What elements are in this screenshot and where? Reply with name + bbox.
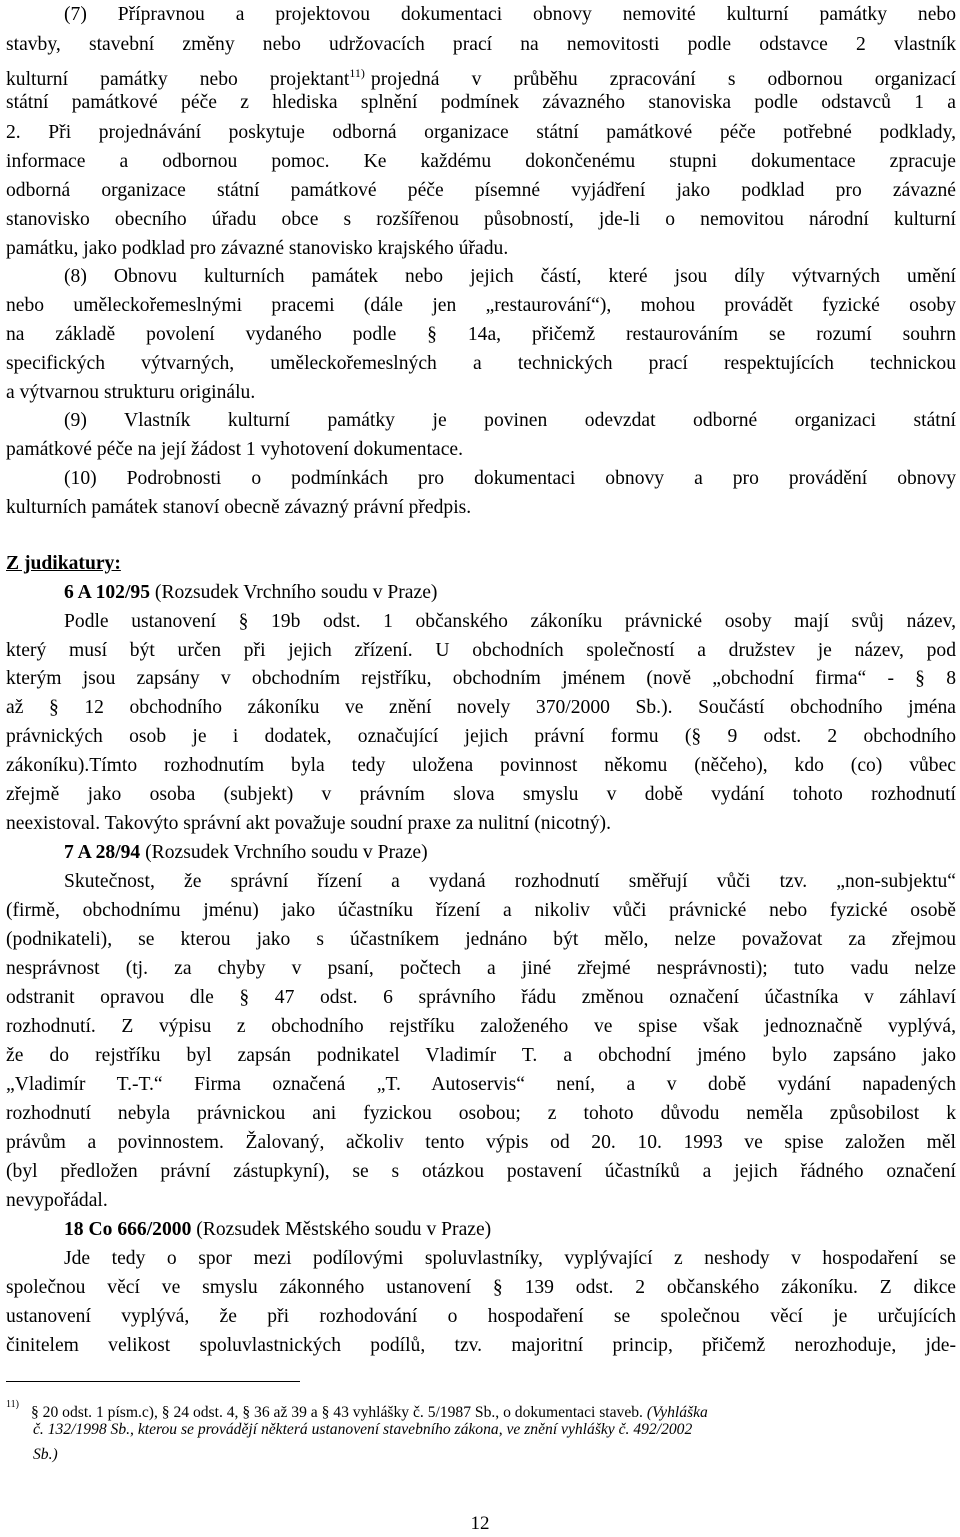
text-line: nesprávnost (tj. za chyby v psaní, počtech a jiné zřejmé nesprávnosti); tuto vadu nelze [6,958,956,979]
page-number: 12 [470,1513,490,1534]
text-line: právům a povinnostem. Žalovaný, ačkoliv tento výpis od 20. 10. 1993 ve spise založen měl [6,1132,956,1153]
text-line: (9) Vlastník kulturní památky je povinen odevzdat odborné organizaci státní [64,410,956,431]
footnote-italic: Sb.) [33,1446,58,1463]
text-line: informace a odbornou pomoc. Ke každému dokončenému stupni dokumentace zpracuje [6,151,956,172]
text-line: který musí být určen při jejich zřízení. U obchodních společností a družstev je název, pod [6,640,956,661]
text-line: státní památkové péče z hlediska splnění podmínek závazného stanoviska podle odstavců 1 a [6,92,956,113]
case-number: 18 Co 666/2000 [64,1219,192,1240]
text-line: společnou věcí ve smyslu zákonného ustanovení § 139 odst. 2 občanského zákoníku. Z dikce [6,1277,956,1298]
section-heading [6,549,956,579]
text-line: Jde tedy o spor mezi podílovými spoluvlastníky, vyplývající z neshody v hospodaření se [64,1248,956,1269]
text-line: (10) Podrobnosti o podmínkách pro dokumentaci obnovy a pro provádění obnovy [64,468,956,489]
text-line: stanovisko obecního úřadu obce s rozšířenou působností, jde-li o nemovitou národní kulturní [6,209,956,230]
text-line: kulturních památek stanoví obecně závazný právní předpis. [6,497,472,518]
text-line: na základě povolení vydaného podle § 14a, přičemž restaurováním se rozumí souhrn [6,324,956,345]
text-line: právnických osob je i dodatek, označující jejich právní formu (§ 9 odst. 2 obchodního [6,726,956,747]
footnote-line [33,1442,958,1467]
case-number: 7 A 28/94 [64,842,141,863]
text-line: nevypořádal. [6,1190,108,1211]
text-line: Podle ustanovení § 19b odst. 1 občanského zákoníku právnické osoby mají svůj název, [64,611,956,632]
text-line: (firmě, obchodnímu jménu) jako účastníku řízení a nikoliv vůči právnické nebo fyzické osobě [6,900,956,921]
text-line: až § 12 obchodního zákoníku ve znění novely 370/2000 Sb.). Součástí obchodního jména [6,697,956,718]
footnote-reference: 11) [349,66,365,80]
text-line: Skutečnost, že správní řízení a vydaná rozhodnutí směřují vůči tzv. „non-subjektu“ [64,871,956,892]
text-line: a výtvarnou strukturu originálu. [6,382,256,403]
text-line: ustanovení vyplývá, že při rozhodování o hospodaření se společnou věcí je určujících [6,1306,956,1327]
text-line: (podnikateli), se kterou jako s účastníkem jednáno být mělo, nelze považovat za zřejmou [6,929,956,950]
text-line: „Vladimír T.-T.“ Firma označená „T. Autoservis“ není, a v době vydání napadených [6,1074,956,1095]
text-line: neexistoval. Takovýto správní akt považuje soudní praxe za nulitní (nicotný). [6,813,611,834]
case-heading [64,578,956,608]
text-line: odborná organizace státní památkové péče písemné vyjádření jako podklad pro závazné [6,180,956,201]
text-line: zřejmě jako osoba (subjekt) v právním slova smyslu v době vydání tohoto rozhodnutí [6,784,956,805]
text-line: (7) Přípravnou a projektovou dokumentaci obnovy nemovité kulturní památky nebo [64,4,956,25]
text-segment: kulturní památky nebo projektant [6,69,350,90]
text-line: (byl předložen právní zástupkyní), se s otázkou postavení účastníků a jejich řádného označení [6,1161,956,1182]
footnote-italic: (Vyhláška [646,1404,708,1421]
text-line: rozhodnutí. Z výpisu z obchodního rejstříku založeného ve spise však jednoznačně vyplývá, [6,1016,956,1037]
text-line: stavby, stavební změny nebo udržovacích prací na nemovitosti podle odstavce 2 vlastník [6,34,956,55]
case-heading [64,838,956,868]
text-line: památkové péče na její žádost 1 vyhotovení dokumentace. [6,439,464,460]
text-line: činitelem velikost spoluvlastnických podílů, tzv. majoritní princip, přičemž nerozhoduje, jde- [6,1335,956,1356]
text-line: rozhodnutí nebyla právnickou ani fyzickou osobou; z tohoto důvodu neměla způsobilost k [6,1103,956,1124]
footnote-mark: 11) [6,1399,19,1410]
text-line [6,58,956,88]
text-line: (8) Obnovu kulturních památek nebo jejich částí, které jsou díly výtvarných umění [64,266,956,287]
footnote-line [33,1417,958,1442]
text-line: zákoníku).Tímto rozhodnutím byla tedy uložena povinnost někomu (něčeho), kdo (co) vůbec [6,755,956,776]
case-court: (Rozsudek Městského soudu v Praze) [191,1219,492,1240]
text-line: kterým jsou zapsány v obchodním rejstříku, obchodním jménem (nově „obchodní firma“ - § 8 [6,668,956,689]
footnote-separator [6,1381,300,1382]
text-segment: projedná v průběhu zpracování s odbornou organizací [370,69,957,90]
text-line: odstranit opravou dle § 47 odst. 6 správního řádu změnou označení účastníka v záhlaví [6,987,956,1008]
footnote-italic: č. 132/1998 Sb., kterou se provádějí některá ustanovení stavebního zákona, ve znění vyhlášky č. 492/2002 [33,1421,693,1438]
text-line: nebo uměleckořemeslnými pracemi (dále jen „restaurování“), mohou provádět fyzické osoby [6,295,956,316]
judikatury-heading: Z judikatury: [6,553,121,574]
text-line: 2. Při projednávání poskytuje odborná organizace státní památkové péče potřebné podklady, [6,122,956,143]
case-number: 6 A 102/95 [64,582,151,603]
text-line: že do rejstříku byl zapsán podnikatel Vladimír T. a obchodní jméno bylo zapsáno jako [6,1045,956,1066]
case-court: (Rozsudek Vrchního soudu v Praze) [140,842,428,863]
text-line: památku, jako podklad pro závazné stanovisko krajského úřadu. [6,238,509,259]
text-line: specifických výtvarných, uměleckořemeslných a technických prací respektujících technickou [6,353,956,374]
case-court: (Rozsudek Vrchního soudu v Praze) [150,582,438,603]
case-heading [64,1215,956,1245]
footnote-text: § 20 odst. 1 písm.c), § 24 odst. 4, § 36 až 39 a § 43 vyhlášky č. 5/1987 Sb., o dokumentaci staveb. [30,1404,643,1421]
